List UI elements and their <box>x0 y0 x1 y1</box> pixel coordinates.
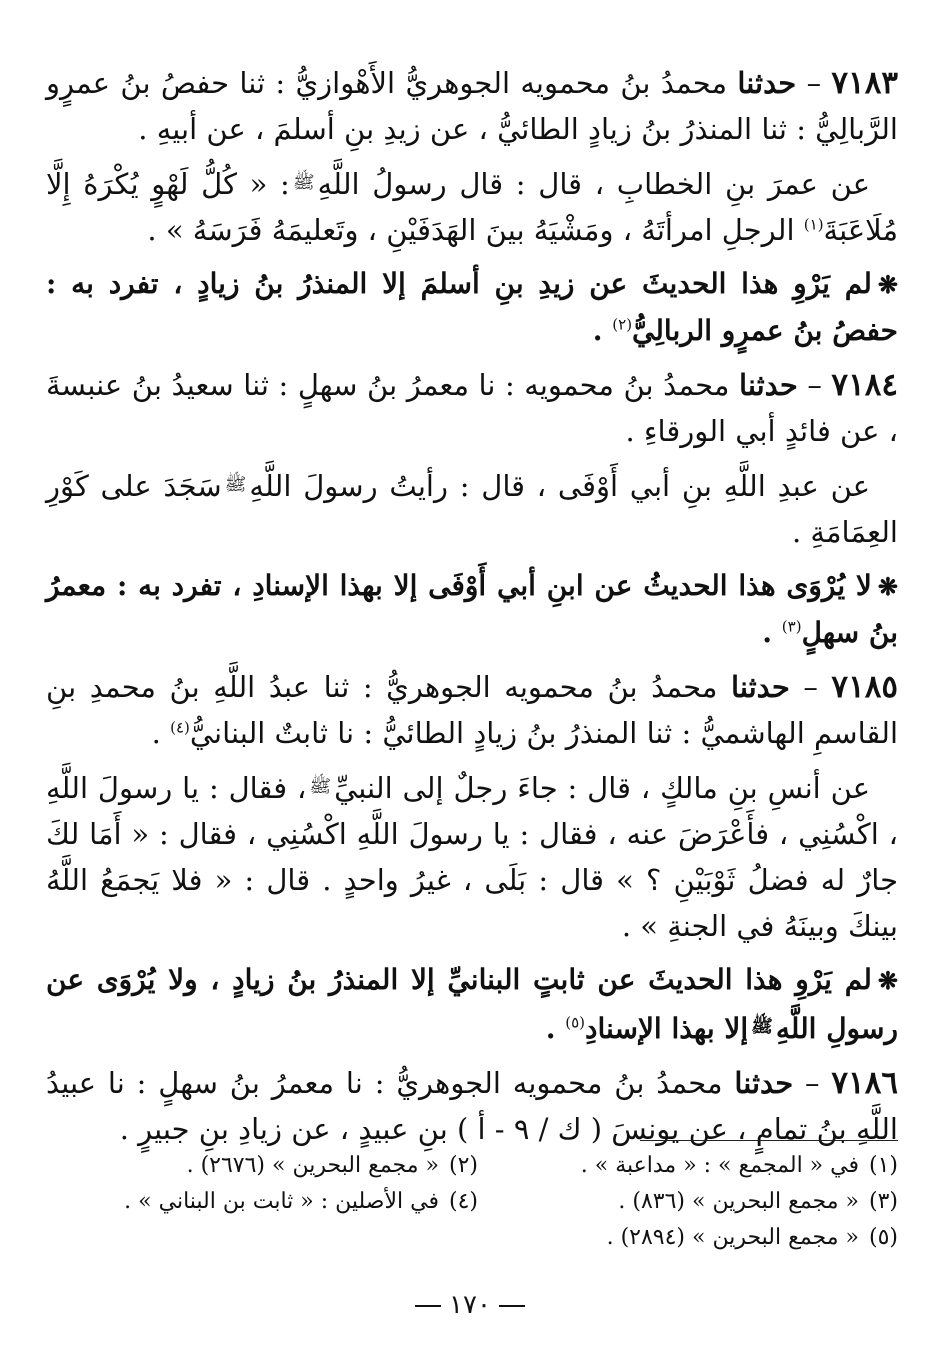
page-number-dash-right <box>499 1305 525 1307</box>
footnote-text: « مجمع البحرين » (٢٨٩٤) . <box>606 1225 859 1250</box>
isnad-end: . <box>151 716 161 750</box>
footnote-number: (٤) <box>448 1189 478 1214</box>
footnote-text: في الأصلين : « ثابت بن البناني » . <box>124 1189 439 1214</box>
matn-text: الرجلِ امرأتَهُ ، ومَشْيَهُ بينَ الهَدَفَيْنِ ، وتَعليمَهُ فَرَسَهُ » . <box>147 213 795 247</box>
page-number-value: ١٧٠ <box>449 1290 491 1320</box>
footnote-2 <box>58 1148 478 1184</box>
footnote-ref: (٥) <box>565 1013 586 1032</box>
isnad-text: محمدُ بنُ محمويه الجوهريُّ : نا معمرُ بنُ سهلٍ : نا عبيدُ اللَّهِ بنُ تمامٍ ، عن يونسَ ( ك / ٩ - أ ) بنِ عبيدٍ ، عن زيادِ بنِ جبيرٍ . <box>46 1066 898 1146</box>
haddathana-label: حدثنا <box>730 670 790 704</box>
salla-glyph: ﷺ <box>751 1016 773 1037</box>
footnote-1 <box>478 1148 898 1184</box>
footnotes <box>46 1148 898 1256</box>
page-number <box>0 1290 940 1320</box>
hadith-7183-isnad <box>46 60 898 152</box>
isnad-text: محمدُ بنُ محمويه : نا معمرُ بنُ سهلٍ : ثنا سعيدُ بنُ عنبسةَ ، عن فائدٍ أبي الورقاءِ . <box>46 368 898 448</box>
matn-text: عن عبدِ اللَّهِ بنِ أبي أَوْفَى ، قال : رأيتُ رسولَ اللَّهِ <box>249 469 871 503</box>
matn-text: عن أنسِ بنِ مالكٍ ، قال : جاءَ رجلٌ إلى النبيِّ <box>334 771 871 805</box>
matn-text: عن عمرَ بنِ الخطابِ ، قال : قال رسولُ اللَّهِ <box>317 167 870 201</box>
salla-glyph: ﷺ <box>224 474 247 495</box>
footnote-ref: (١) <box>803 215 824 234</box>
footnote-number: (٥) <box>868 1225 898 1250</box>
hadith-number: ٧١٨٦ <box>831 1065 898 1101</box>
dash: – <box>807 368 822 402</box>
footnote-number: (٢) <box>448 1153 478 1178</box>
footnote-5 <box>478 1220 898 1256</box>
hadith-7185-matn <box>46 764 898 949</box>
footnote-row <box>46 1184 898 1220</box>
hadith-7184-note <box>46 563 898 656</box>
haddathana-label: حدثنا <box>738 368 798 402</box>
salla-glyph: ﷺ <box>309 776 332 797</box>
footnote-divider <box>640 1140 898 1141</box>
note-text: لم يَرْوِ هذا الحديثَ عن زيدِ بنِ أسلمَ إلا المنذرُ بنُ زيادٍ ، تفرد به : حفصُ بنُ عمرٍو الربالِيُّ <box>46 267 898 347</box>
salla-glyph: ﷺ <box>292 172 315 193</box>
dash: – <box>803 670 818 704</box>
footnote-ref: (٣) <box>781 617 802 636</box>
matn-text: ، فقال : يا رسولَ اللَّهِ ، اكْسُنِي ، فأَعْرَضَ عنه ، فقال : يا رسولَ اللَّهِ اكْسُنِي ، فقال : « أَمَا لكَ جارٌ له فضلُ ثَوْبَيْنِ ؟ » قال : بَلَى ، غيرُ واحدٍ . قال : « فلا يَجمَعُ اللَّهُ بينكَ وبينَهُ في الجنةِ » . <box>46 771 898 943</box>
hadith-number: ٧١٨٤ <box>831 367 899 403</box>
page-body <box>46 60 898 1350</box>
hadith-7184-matn <box>46 462 898 555</box>
footnote-ref: (٤) <box>170 718 190 737</box>
isnad-text: محمدُ بنُ محمويه الجوهريُّ الأَهْوازيُّ : ثنا حفصُ بنُ عمرٍو الرَّبالِيُّ : ثنا المنذرُ بنُ زيادٍ الطائيُّ ، عن زيدِ بنِ أسلمَ ، عن أبيهِ . <box>46 66 898 146</box>
footnote-4 <box>58 1184 478 1220</box>
hadith-7183-matn <box>46 160 898 253</box>
hadith-7184-isnad <box>46 362 898 454</box>
hadith-7185-isnad <box>46 664 898 756</box>
matn-text: : « كُلُّ لَهْوٍ يُكْرَهُ إِلَّا مُلَاعَبَةَ <box>46 167 898 247</box>
star-icon: ❋ <box>877 572 898 601</box>
isnad-text: محمدُ بنُ محمويه الجوهريُّ : ثنا عبدُ اللَّهِ بنُ محمدِ بنِ القاسمِ الهاشميُّ : ثنا المنذرُ بنُ زيادٍ الطائيُّ : نا ثابتٌ البنانيُّ <box>46 670 898 750</box>
note-end: . <box>762 616 773 649</box>
hadith-number: ٧١٨٣ <box>831 65 899 101</box>
note-end: . <box>592 314 603 347</box>
footnote-text: في « المجمع » : « مداعبة » . <box>580 1153 859 1178</box>
footnote-text: « مجمع البحرين » (٢٦٧٦) . <box>186 1153 439 1178</box>
note-text: إلا بهذا الإسنادِ <box>585 1012 749 1045</box>
footnote-number: (٣) <box>868 1189 898 1214</box>
dash: – <box>806 66 822 100</box>
star-icon: ❋ <box>877 270 898 299</box>
note-end: . <box>545 1012 556 1045</box>
star-icon: ❋ <box>877 966 898 995</box>
note-text: لم يَرْوِ هذا الحديثَ عن ثابتٍ البنانيِّ إلا المنذرُ بنُ زيادٍ ، ولا يُرْوَى عن رسولِ اللَّهِ <box>46 963 898 1045</box>
hadith-7183-note <box>46 261 898 354</box>
matn-text: سَجَدَ على كَوْرِ العِمَامَةِ . <box>46 469 898 549</box>
haddathana-label: حدثنا <box>737 66 797 100</box>
haddathana-label: حدثنا <box>734 1066 794 1100</box>
hadith-7185-note <box>46 957 898 1052</box>
footnote-ref: (٢) <box>612 315 633 334</box>
hadith-number: ٧١٨٥ <box>831 669 899 705</box>
footnote-number: (١) <box>868 1153 898 1178</box>
note-text: لا يُرْوَى هذا الحديثُ عن ابنِ أبي أَوْفَى إلا بهذا الإسنادِ ، تفرد به : معمرُ بنُ سهلٍ <box>46 569 898 649</box>
page-number-dash-left <box>415 1305 441 1307</box>
footnote-text: « مجمع البحرين » (٨٣٦) . <box>618 1189 859 1214</box>
footnote-row <box>46 1220 898 1256</box>
hadith-7186-isnad <box>46 1060 898 1152</box>
dash: – <box>805 1066 820 1100</box>
footnote-row <box>46 1148 898 1184</box>
footnote-3 <box>478 1184 898 1220</box>
